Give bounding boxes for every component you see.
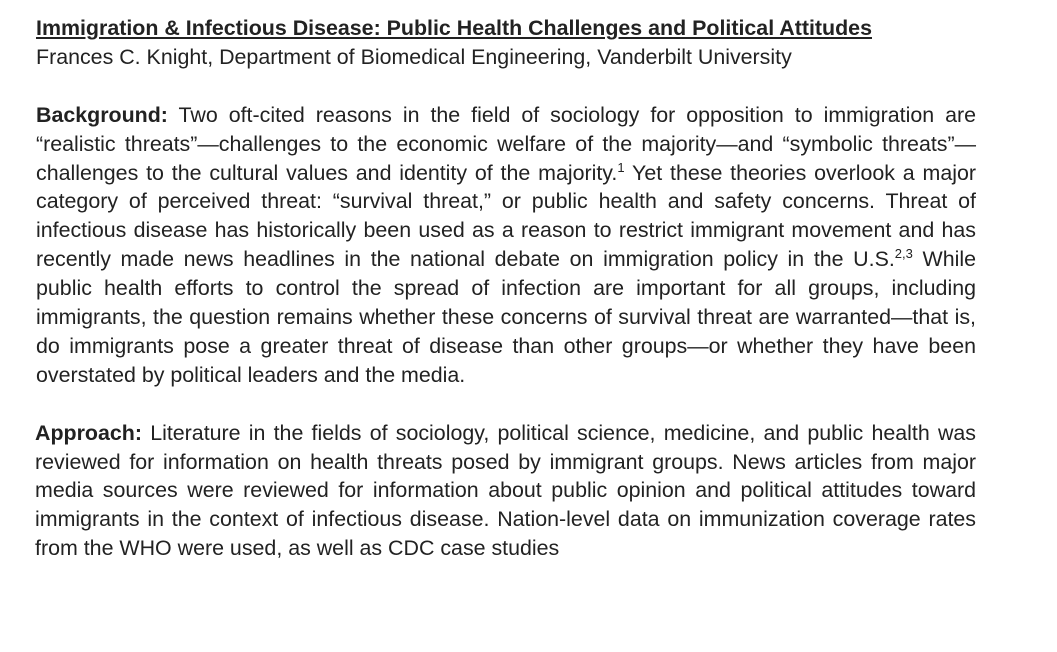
author-line: Frances C. Knight, Department of Biomedical Engineering, Vanderbilt University	[36, 44, 792, 69]
background-text-2: Yet these theories overlook a major category of perceived threat: “survival threat,” or public health and safety concerns. Threat of infectious disease has historically been used as a reason to restrict immigrant movement and has recently made news headlines in the national debate on immigration policy in the U.S.	[36, 160, 976, 272]
title-block	[35, 14, 896, 72]
document-title: Immigration & Infectious Disease: Public Health Challenges and Political Attitudes	[36, 16, 872, 40]
approach-text: Literature in the fields of sociology, political science, medicine, and public health was reviewed for information on health threats posed by immigrant groups. News articles from major media sources were reviewed for information about public opinion and political attitudes toward immigrants in the context of infectious disease. Nation-level data on immunization coverage rates from the WHO were used, as well as CDC case studies	[35, 420, 976, 561]
background-paragraph	[35, 101, 976, 390]
reference-2-3: 2,3	[894, 246, 913, 262]
background-text-3: While public health efforts to control the spread of infection are important for all groups, including immigrants, the question remains whether these concerns of survival threat are warranted—that is, do immigrants pose a greater threat of disease than other groups—or whether they have been overstated by political leaders and the media.	[36, 247, 976, 387]
document-body	[35, 14, 976, 563]
background-label: Background:	[36, 102, 168, 127]
background-text-1: Two oft-cited reasons in the field of sociology for opposition to immigration are “realistic threats”—challenges to the economic welfare of the majority—and “symbolic threats”—challenges to the cultural values and identity of the majority.	[36, 102, 976, 185]
approach-paragraph	[35, 419, 976, 564]
reference-1: 1	[617, 159, 625, 175]
approach-label: Approach:	[35, 420, 142, 445]
